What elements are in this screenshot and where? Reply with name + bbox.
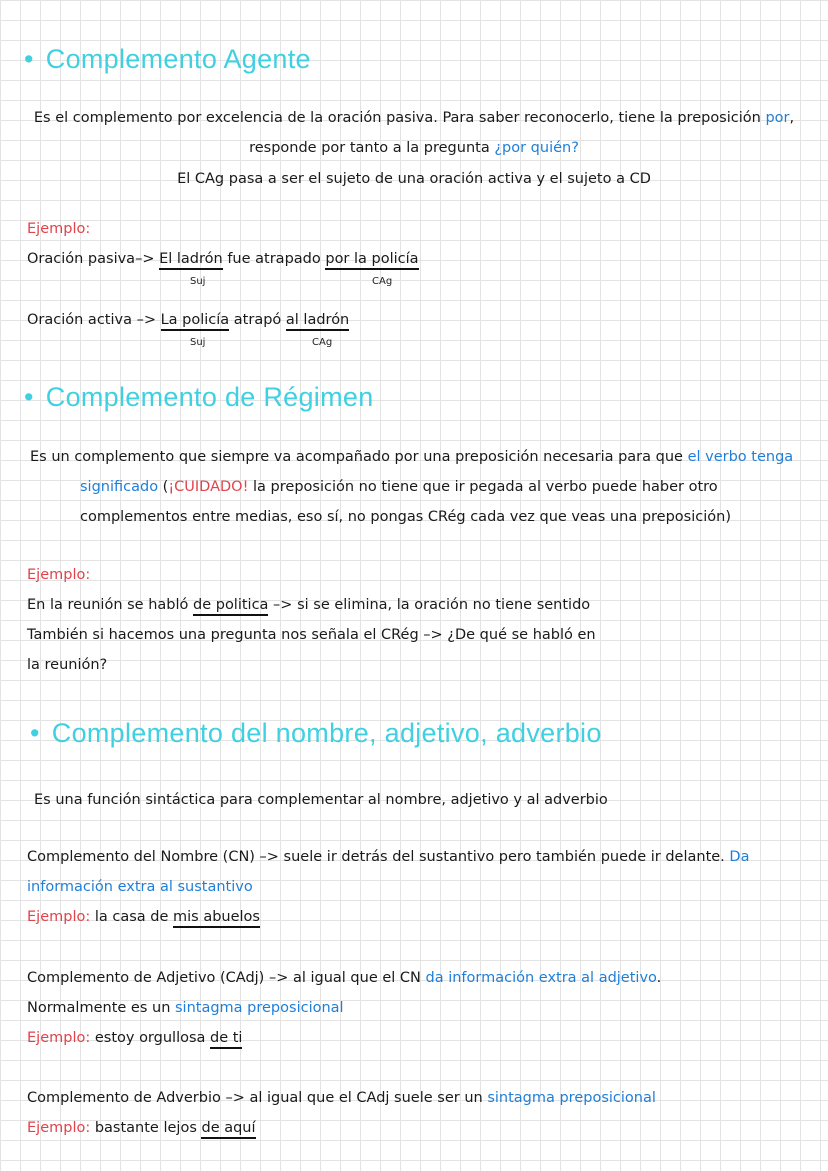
regimen-ejemplo-2: También si hacemos una pregunta nos señala el CRég –> ¿De qué se habló en (27, 627, 596, 643)
heading-nombre: • Complemento del nombre, adjetivo, adverbio (30, 718, 602, 748)
bullet-icon: • (30, 718, 40, 748)
heading-regimen: • Complemento de Régimen (24, 382, 374, 412)
cn-line-2: información extra al sustantivo (27, 879, 253, 895)
bullet-icon: • (24, 382, 34, 412)
bullet-icon: • (24, 44, 34, 74)
cadv-ejemplo: Ejemplo: bastante lejos de aquí (27, 1118, 256, 1138)
cadj-line-1: Complemento de Adjetivo (CAdj) –> al igual que el CN da información extra al adjetivo. (27, 970, 662, 986)
regimen-ejemplo-1: En la reunión se habló de politica –> si se elimina, la oración no tiene sentido (27, 595, 590, 615)
tag-suj: Suj (190, 337, 206, 348)
heading-agente: • Complemento Agente (24, 44, 311, 74)
agente-line-3: El CAg pasa a ser el sujeto de una oración activa y el sujeto a CD (177, 171, 651, 187)
regimen-ejemplo-3: la reunión? (27, 657, 108, 673)
cadv-line-1: Complemento de Adverbio –> al igual que el CAdj suele ser un sintagma preposicional (27, 1090, 656, 1106)
regimen-line-2: significado (¡CUIDADO! la preposición no tiene que ir pegada al verbo puede haber otro (80, 479, 718, 495)
cn-line-1: Complemento del Nombre (CN) –> suele ir detrás del sustantivo pero también puede ir delante. Da (27, 849, 750, 865)
cadj-line-2: Normalmente es un sintagma preposicional (27, 1000, 344, 1016)
regimen-ejemplo-label: Ejemplo: (27, 567, 91, 583)
agente-ejemplo-label: Ejemplo: (27, 221, 91, 237)
oracion-activa: Oración activa –> La policía atrapó al ladrón (27, 310, 349, 330)
regimen-line-3: complementos entre medias, eso sí, no pongas CRég cada vez que veas una preposición) (80, 509, 731, 525)
cn-ejemplo: Ejemplo: la casa de mis abuelos (27, 907, 260, 927)
tag-suj: Suj (190, 276, 206, 287)
nombre-intro: Es una función sintáctica para complementar al nombre, adjetivo y al adverbio (34, 792, 608, 808)
tag-cag: CAg (312, 337, 333, 348)
regimen-line-1: Es un complemento que siempre va acompañado por una preposición necesaria para que el verbo tenga (30, 449, 794, 465)
agente-line-2: responde por tanto a la pregunta ¿por quién? (249, 140, 579, 156)
cadj-ejemplo: Ejemplo: estoy orgullosa de ti (27, 1028, 242, 1048)
tag-cag: CAg (372, 276, 393, 287)
agente-line-1: Es el complemento por excelencia de la oración pasiva. Para saber reconocerlo, tiene la preposición por, (33, 110, 795, 126)
oracion-pasiva: Oración pasiva–> El ladrón fue atrapado por la policía (27, 249, 419, 269)
